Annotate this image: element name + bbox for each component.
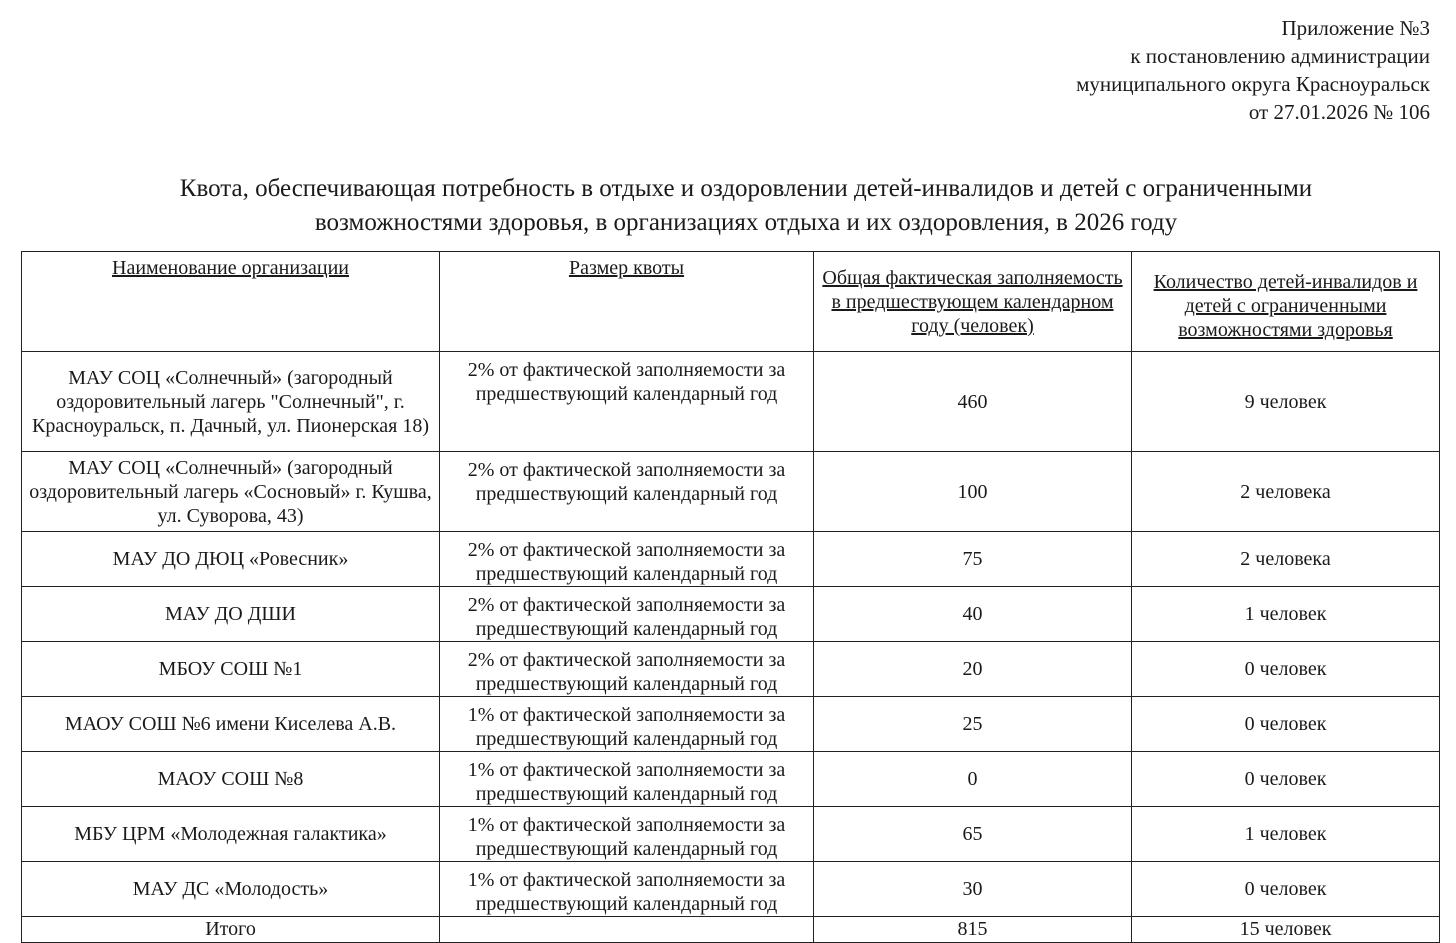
cell-occupancy: 75 [814, 532, 1132, 587]
table-row [22, 352, 1440, 452]
table-row [22, 862, 1440, 917]
appendix-date: от 27.01.2026 № 106 [1248, 100, 1430, 124]
document-title [60, 172, 1432, 240]
table-row [22, 642, 1440, 697]
cell-children-count: 0 человек [1132, 642, 1440, 697]
column-header-occupancy: Общая фактическая заполняемость в предшествующем календарном году (человек) [814, 252, 1132, 352]
column-header-children-count: Количество детей-инвалидов и детей с ограниченными возможностями здоровья [1132, 252, 1440, 352]
cell-quota: 1% от фактической заполняемости за предшествующий календарный год [440, 752, 814, 807]
cell-children-count: 2 человека [1132, 452, 1440, 532]
cell-quota: 1% от фактической заполняемости за предшествующий календарный год [440, 697, 814, 752]
appendix-decree: к постановлению администрации [1130, 44, 1430, 68]
cell-children-count: 0 человек [1132, 752, 1440, 807]
cell-quota: 1% от фактической заполняемости за предшествующий календарный год [440, 807, 814, 862]
cell-organization: МАУ ДО ДШИ [22, 587, 440, 642]
table-row [22, 587, 1440, 642]
appendix-number: Приложение №3 [1281, 16, 1430, 40]
appendix-header [1076, 14, 1430, 126]
cell-organization: МБУ ЦРМ «Молодежная галактика» [22, 807, 440, 862]
column-header-quota: Размер квоты [440, 252, 814, 352]
cell-children-count: 0 человек [1132, 697, 1440, 752]
cell-quota: 2% от фактической заполняемости за предшествующий календарный год [440, 352, 814, 452]
cell-organization: МАУ СОЦ «Солнечный» (загородный оздоровительный лагерь «Сосновый» г. Кушва, ул. Суворова, 43) [22, 452, 440, 532]
cell-occupancy: 40 [814, 587, 1132, 642]
table-row [22, 752, 1440, 807]
table-row [22, 532, 1440, 587]
document-title-line-2: возможностями здоровья, в организациях отдыха и их оздоровления, в 2026 году [314, 209, 1178, 236]
cell-total-label: Итого [22, 917, 440, 943]
cell-occupancy: 460 [814, 352, 1132, 452]
cell-occupancy: 25 [814, 697, 1132, 752]
cell-occupancy: 100 [814, 452, 1132, 532]
cell-quota: 2% от фактической заполняемости за предшествующий календарный год [440, 452, 814, 532]
cell-organization: МАОУ СОШ №8 [22, 752, 440, 807]
quota-table-container [21, 251, 1439, 943]
cell-organization: МАУ СОЦ «Солнечный» (загородный оздоровительный лагерь "Солнечный", г. Красноуральск, п. Дачный, ул. Пионерская 18) [22, 352, 440, 452]
cell-total-occupancy: 815 [814, 917, 1132, 943]
table-row [22, 697, 1440, 752]
cell-organization: МБОУ СОШ №1 [22, 642, 440, 697]
cell-children-count: 0 человек [1132, 862, 1440, 917]
table-row [22, 807, 1440, 862]
cell-total-quota [440, 917, 814, 943]
document-title-line-1: Квота, обеспечивающая потребность в отдыхе и оздоровлении детей-инвалидов и детей с ограниченными [179, 175, 1313, 202]
cell-children-count: 9 человек [1132, 352, 1440, 452]
cell-occupancy: 0 [814, 752, 1132, 807]
quota-table [21, 251, 1440, 943]
cell-occupancy: 30 [814, 862, 1132, 917]
column-header-organization: Наименование организации [22, 252, 440, 352]
cell-children-count: 1 человек [1132, 587, 1440, 642]
cell-quota: 2% от фактической заполняемости за предшествующий календарный год [440, 532, 814, 587]
cell-occupancy: 65 [814, 807, 1132, 862]
cell-organization: МАУ ДС «Молодость» [22, 862, 440, 917]
table-header-row [22, 252, 1440, 352]
cell-total-children-count: 15 человек [1132, 917, 1440, 943]
table-row [22, 452, 1440, 532]
table-total-row [22, 917, 1440, 943]
cell-quota: 2% от фактической заполняемости за предшествующий календарный год [440, 642, 814, 697]
cell-organization: МАУ ДО ДЮЦ «Ровесник» [22, 532, 440, 587]
cell-occupancy: 20 [814, 642, 1132, 697]
cell-organization: МАОУ СОШ №6 имени Киселева А.В. [22, 697, 440, 752]
cell-quota: 2% от фактической заполняемости за предшествующий календарный год [440, 587, 814, 642]
appendix-district: муниципального округа Красноуральск [1076, 72, 1430, 96]
cell-children-count: 2 человека [1132, 532, 1440, 587]
cell-children-count: 1 человек [1132, 807, 1440, 862]
cell-quota: 1% от фактической заполняемости за предшествующий календарный год [440, 862, 814, 917]
